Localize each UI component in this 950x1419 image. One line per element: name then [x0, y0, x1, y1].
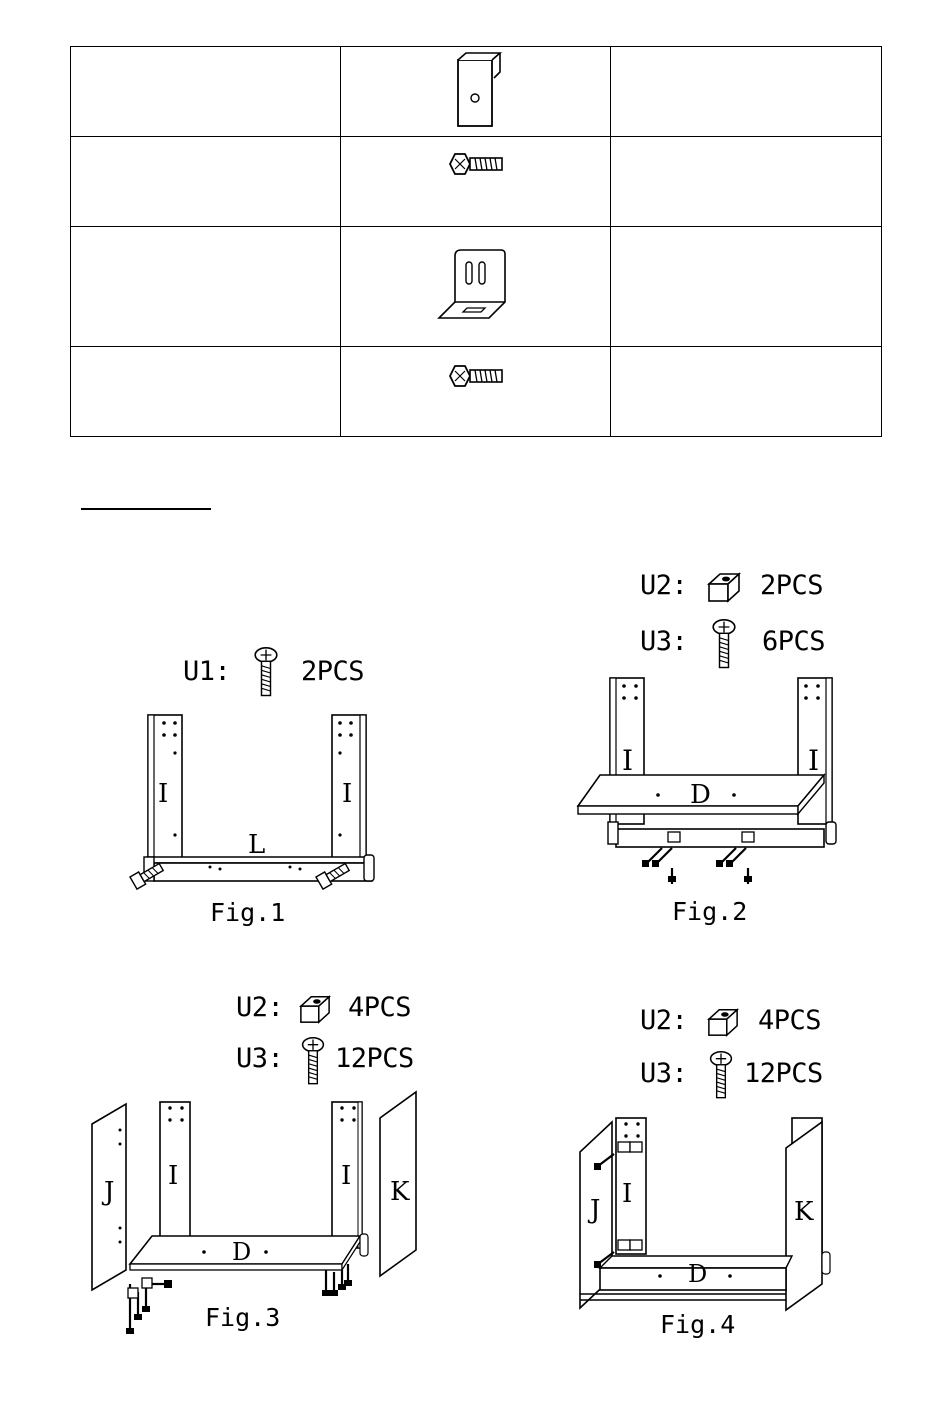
- cam-lock-icon: [298, 993, 332, 1025]
- panel-label: I: [168, 1161, 179, 1191]
- screw-icon: [300, 1036, 326, 1088]
- hardware-code: U3:: [640, 1058, 688, 1089]
- table-cell: [71, 137, 341, 227]
- hardware-code: U2:: [236, 992, 284, 1023]
- l-bracket-icon: [431, 240, 521, 330]
- fig1-diagram: [120, 705, 390, 905]
- figure-caption: Fig.3: [205, 1303, 281, 1332]
- panel-label: I: [158, 779, 169, 809]
- fig2-diagram: [570, 672, 850, 892]
- table-cell: [341, 227, 611, 347]
- table-cell: [611, 227, 882, 347]
- hardware-qty: 12PCS: [335, 1043, 414, 1074]
- panel-label: I: [808, 744, 820, 777]
- table-row: [71, 137, 882, 227]
- table-cell: [71, 347, 341, 437]
- table-cell: [341, 47, 611, 137]
- figure-caption: Fig.2: [672, 897, 748, 926]
- hex-screw-icon: [446, 361, 506, 391]
- hook-bracket-icon: [446, 50, 506, 130]
- screw-icon: [708, 1050, 734, 1102]
- panel-label: D: [232, 1238, 252, 1266]
- hardware-code: U2:: [640, 1005, 688, 1036]
- screw-icon: [710, 618, 738, 672]
- table-cell: [71, 227, 341, 347]
- cam-lock-icon: [706, 1006, 740, 1038]
- hex-screw-icon: [446, 149, 506, 179]
- panel-label: J: [104, 1177, 115, 1207]
- table-cell: [341, 347, 611, 437]
- hardware-qty: 6PCS: [762, 626, 826, 657]
- table-cell: [71, 47, 341, 137]
- panel-label: J: [590, 1195, 601, 1225]
- table-cell: [611, 347, 882, 437]
- hardware-code: U1:: [183, 656, 231, 687]
- table-cell: [611, 47, 882, 137]
- screw-icon: [252, 646, 280, 700]
- hardware-qty: 12PCS: [744, 1058, 823, 1089]
- table-cell: [611, 137, 882, 227]
- panel-label: D: [690, 780, 711, 810]
- figure-caption: Fig.4: [660, 1310, 736, 1339]
- panel-label: I: [341, 1161, 352, 1191]
- hardware-qty: 4PCS: [348, 992, 412, 1023]
- table-row: [71, 347, 882, 437]
- parts-table: [70, 46, 882, 437]
- panel-label: K: [794, 1197, 814, 1227]
- hardware-code: U3:: [236, 1043, 284, 1074]
- fig4-diagram: [570, 1108, 840, 1318]
- section-heading-rule: [81, 508, 211, 510]
- table-cell: [341, 137, 611, 227]
- panel-label: K: [390, 1177, 410, 1207]
- panel-label: I: [622, 744, 634, 777]
- hardware-code: U3:: [640, 626, 688, 657]
- panel-label: I: [622, 1179, 633, 1209]
- cam-lock-icon: [706, 570, 742, 604]
- hardware-code: U2:: [640, 570, 688, 601]
- panel-label: L: [248, 830, 266, 860]
- panel-label: D: [688, 1260, 708, 1288]
- panel-label: I: [342, 779, 353, 809]
- hardware-qty: 2PCS: [301, 656, 365, 687]
- table-row: [71, 47, 882, 137]
- figure-caption: Fig.1: [210, 898, 286, 927]
- hardware-qty: 2PCS: [760, 570, 824, 601]
- hardware-qty: 4PCS: [758, 1005, 822, 1036]
- table-row: [71, 227, 882, 347]
